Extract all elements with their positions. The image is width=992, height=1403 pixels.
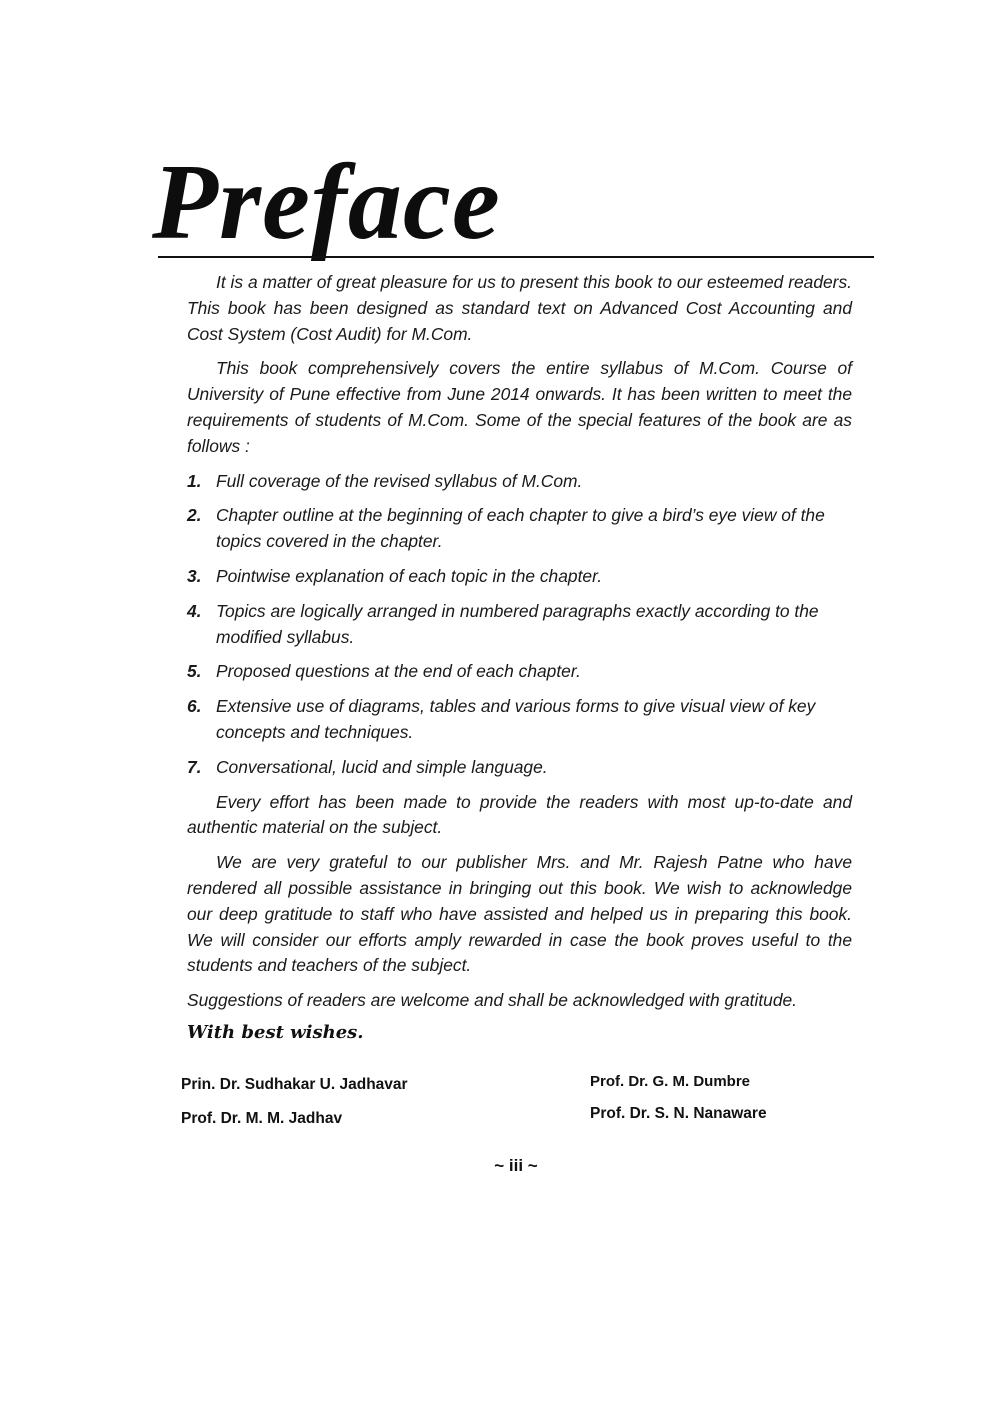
title-underline xyxy=(158,256,874,258)
paragraph-intro: It is a matter of great pleasure for us to present this book to our esteemed readers. This book has been designed as standard text on Advanced Cost Accounting and Cost System (Cost Audit) for M.Com. xyxy=(187,272,852,344)
page-title: Preface xyxy=(152,143,501,262)
list-item-text: Conversational, lucid and simple language. xyxy=(216,756,548,777)
list-item xyxy=(187,755,852,781)
author-name: Prof. Dr. S. N. Nanaware xyxy=(590,1105,767,1122)
author-name: Prof. Dr. G. M. Dumbre xyxy=(590,1073,751,1090)
preface-body xyxy=(187,270,852,1023)
features-list xyxy=(187,469,852,781)
list-item-number: 4. xyxy=(187,600,202,621)
list-item-number: 2. xyxy=(187,505,202,526)
list-item-number: 5. xyxy=(187,661,202,682)
list-item xyxy=(187,659,852,685)
list-item xyxy=(187,599,852,651)
list-item-text: Topics are logically arranged in numbered paragraphs exactly according to the modified syllabus. xyxy=(216,600,819,647)
paragraph-acknowledgement: We are very grateful to our publisher Mrs. and Mr. Rajesh Patne who have rendered all possible assistance in bringing out this book. We wish to acknowledge our deep gratitude to staff who have assisted and helped us in preparing this book. We will consider our efforts amply rewarded in case the book proves useful to the students and teachers of the subject. xyxy=(187,852,852,976)
closing-wishes: With best wishes. xyxy=(187,1022,364,1043)
paragraph-material: Every effort has been made to provide the readers with most up-to-date and authentic material on the subject. xyxy=(187,791,852,838)
author-name: Prof. Dr. M. M. Jadhav xyxy=(181,1110,343,1127)
page-number: ~ iii ~ xyxy=(494,1156,538,1175)
list-item xyxy=(187,694,852,746)
paragraph-suggestions: Suggestions of readers are welcome and shall be acknowledged with gratitude. xyxy=(187,990,798,1011)
list-item-text: Full coverage of the revised syllabus of M.Com. xyxy=(216,470,583,491)
list-item-number: 7. xyxy=(187,756,202,777)
paragraph-coverage: This book comprehensively covers the entire syllabus of M.Com. Course of University of Pune effective from June 2014 onwards. It has been written to meet the requirements of students of M.Com. Some of the special features of the book are as follows : xyxy=(187,358,852,456)
list-item-number: 1. xyxy=(187,470,202,491)
list-item-text: Extensive use of diagrams, tables and various forms to give visual view of key concepts and techniques. xyxy=(216,696,816,742)
list-item xyxy=(187,469,852,495)
list-item-text: Pointwise explanation of each topic in the chapter. xyxy=(216,565,603,586)
list-item-text: Proposed questions at the end of each chapter. xyxy=(216,661,581,682)
list-item-number: 6. xyxy=(187,696,202,717)
list-item-text: Chapter outline at the beginning of each chapter to give a bird’s eye view of the topics covered in the chapter. xyxy=(216,505,825,552)
author-name: Prin. Dr. Sudhakar U. Jadhavar xyxy=(181,1076,408,1093)
list-item-number: 3. xyxy=(187,565,202,586)
list-item xyxy=(187,503,852,555)
list-item xyxy=(187,564,852,590)
